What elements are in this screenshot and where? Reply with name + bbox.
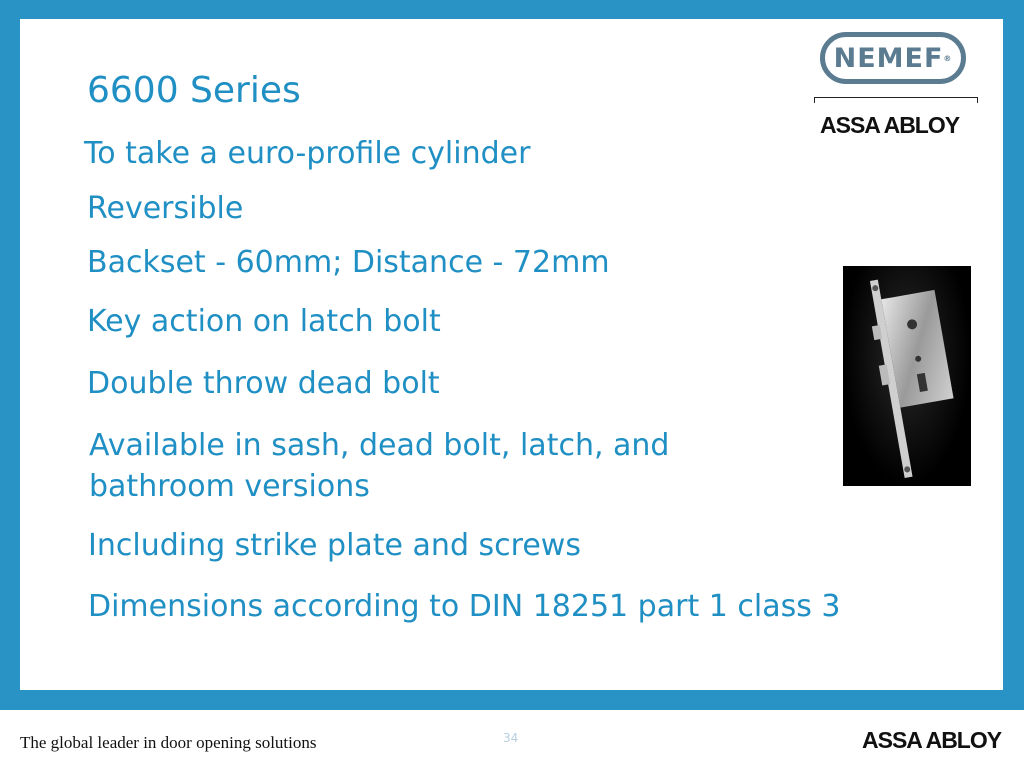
page-number: 34 — [503, 731, 519, 745]
bullet-dead-bolt: Double throw dead bolt — [87, 366, 440, 401]
nemef-assa-abloy-logo — [812, 32, 980, 142]
bullet-versions: Available in sash, dead bolt, latch, and bathroom versions — [89, 428, 670, 504]
nemef-wordmark: NEMEF — [833, 42, 944, 74]
logo-divider — [814, 97, 978, 103]
slide-title: 6600 Series — [87, 70, 301, 111]
footer-assa-abloy-logo: ASSA ABLOY — [862, 727, 1002, 753]
mortise-lock-image — [843, 266, 971, 486]
registered-mark: ® — [943, 53, 953, 63]
bullet-backset: Backset - 60mm; Distance - 72mm — [87, 245, 610, 280]
bullet-dimensions: Dimensions according to DIN 18251 part 1 class 3 — [88, 589, 841, 624]
footer-tagline: The global leader in door opening solutions — [20, 733, 317, 752]
bullet-reversible: Reversible — [87, 191, 244, 226]
logo-assa-abloy-wordmark: ASSA ABLOY — [820, 112, 960, 138]
bullet-euro-profile: To take a euro-profile cylinder — [84, 136, 531, 171]
bullet-strike-plate: Including strike plate and screws — [88, 528, 581, 563]
bullet-key-action: Key action on latch bolt — [87, 304, 441, 339]
nemef-badge — [820, 32, 966, 84]
